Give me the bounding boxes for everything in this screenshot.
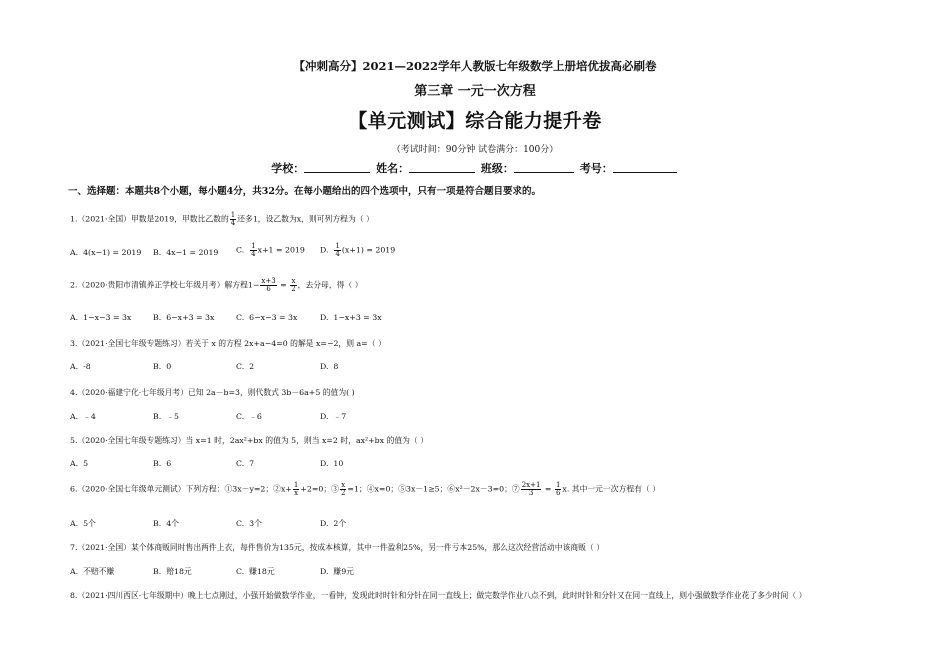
q1-fraction [230,212,236,227]
option-text: 5 [83,459,89,468]
option-text: -8 [83,362,91,371]
question-3: 3.（2021·全国七年级专题练习）若关于 x 的方程 2x+a−4=0 的解是 x=−2，则 a=（ ） [70,339,386,348]
q4-option-d[interactable] [320,411,346,422]
frac-num: 1 [555,481,561,489]
option-text: 2个 [333,519,347,528]
frac-den: 2 [340,489,346,497]
frac-num: 1 [251,242,256,250]
q2-stem-mid: = [277,280,290,290]
exam-info: （考试时间：90分钟 试卷满分：100分） [391,145,559,155]
option-text: 1−x+3 = 3x [333,313,382,322]
frac-num: x [291,277,296,285]
q6-stem-post: x. 其中一元一次方程有（ ） [562,484,661,494]
question-8: 8.（2021·四川西区·七年级期中）晚上七点刚过，小强开始做数学作业，一看钟，发现此时时针和分针在同一直线上；做完数学作业八点不到，此时时针和分针又在同一直线上，则小强做数学作业花了多少时间（ ） [70,591,807,600]
option-label: C. [236,313,245,322]
class-label: 班级： [480,162,514,175]
q1-option-a[interactable] [70,248,141,257]
option-text: 8 [333,362,339,371]
exam-no-label: 考号： [579,162,613,175]
q2-option-d[interactable] [320,313,382,322]
option-label: A. [70,248,79,257]
q7-option-a[interactable] [70,566,114,577]
q4-option-c[interactable] [236,411,262,422]
option-label: C. [236,459,245,468]
question-1 [70,212,374,227]
option-text: 7 [249,459,255,468]
option-text: ﹣6 [249,412,262,421]
q2-stem-pre: 2.（2020·贵阳市清镇养正学校七年级月考）解方程1− [70,280,260,290]
frac-den: 6 [555,489,561,497]
q6-option-a[interactable] [70,518,96,529]
option-text: 赚9元 [333,567,354,576]
frac-num: 1 [293,481,299,489]
option-label: A. [70,313,79,322]
option-label: D. [320,412,329,421]
option-text: 4x−1 = 2019 [166,248,219,257]
q1-option-b[interactable] [153,248,218,257]
q6-stem-pre: 6.（2020·全国七年级单元测试）下列方程：①3x－y=2；②x+ [70,484,292,494]
option-text: ﹣4 [83,412,96,421]
option-text: 0 [166,362,172,371]
q1-frac-num: 1 [230,211,236,219]
q7-option-c[interactable] [236,566,275,577]
option-text: 6−x−3 = 3x [249,313,298,322]
exam-no-blank[interactable] [613,161,677,173]
option-text: (x+1) = 2019 [341,245,396,255]
q5-option-a[interactable] [70,459,88,468]
option-label: C. [236,362,245,371]
frac-den: 4 [335,250,340,258]
q1-frac-den: 4 [230,219,236,227]
frac-den: 3 [528,489,534,497]
question-7: 7.（2021·全国）某个体商贩同时售出两件上衣，每件售价为135元，按成本核算，其中一件盈利25%，另一件亏本25%，那么这次经营活动中该商贩（ ） [70,543,604,552]
school-label: 学校： [271,162,305,175]
q6-fraction-1 [293,482,299,497]
option-label: C. [236,412,245,421]
option-text: ﹣5 [166,412,179,421]
frac-num: 1 [335,242,340,250]
option-label: D. [320,313,329,322]
q6-stem-mid3: = [542,484,554,494]
q5-option-c[interactable] [236,459,254,468]
q6-fraction-2 [340,482,346,497]
option-text: 1−x−3 = 3x [83,313,132,322]
q7-option-d[interactable] [320,566,354,577]
test-title: 【单元测试】综合能力提升卷 [348,110,602,132]
option-text: 5个 [83,519,96,528]
option-text: ﹣7 [333,412,347,421]
q6-fraction-3 [521,482,542,497]
option-label: B. [153,362,162,371]
series-title: 【冲刺高分】2021—2022学年人教版七年级数学上册培优拔高必刷卷 [293,59,657,73]
option-text: 赚18元 [249,567,275,576]
q6-option-c[interactable] [236,518,262,529]
q3-option-c[interactable] [236,362,254,371]
question-2 [70,278,363,293]
q1c-fraction [250,243,256,258]
frac-den: x [294,489,299,497]
q1-option-d[interactable] [320,243,395,258]
question-6 [70,482,660,497]
option-text: 10 [333,459,344,468]
chapter-title: 第三章 一元一次方程 [414,84,536,99]
option-label: D. [320,567,329,576]
option-text: x+1 = 2019 [257,245,305,255]
q4-option-b[interactable] [153,411,179,422]
frac-num: 2x+1 [521,481,541,489]
option-label: D. [320,245,329,255]
name-blank[interactable] [409,161,475,173]
q2-option-b[interactable] [153,313,214,322]
frac-den: 6 [266,285,271,293]
option-label: B. [153,567,162,576]
q6-option-b[interactable] [153,518,179,529]
school-blank[interactable] [304,161,370,173]
class-blank[interactable] [514,161,574,173]
q1-option-c[interactable] [236,243,305,258]
question-4: 4.（2020·福建宁化·七年级月考）已知 2a－b=3，则代数式 3b－6a+5 的值为( ) [70,388,355,397]
q3-option-d[interactable] [320,362,338,371]
option-label: D. [320,519,329,528]
option-text: 2 [249,362,255,371]
option-text: 不赔不赚 [83,567,115,576]
option-label: D. [320,362,329,371]
section-heading: 一、选择题：本题共8个小题，每小题4分，共32分。在每小题给出的四个选项中，只有一项是符合题目要求的。 [68,186,541,197]
option-label: B. [153,313,162,322]
q4-option-a[interactable] [70,411,96,422]
q6-fraction-4 [555,482,561,497]
q2-option-c[interactable] [236,313,297,322]
q6-option-d[interactable] [320,518,346,529]
option-label: C. [236,519,245,528]
option-label: A. [70,459,79,468]
q3-option-a[interactable] [70,362,91,371]
option-text: 赔18元 [166,567,192,576]
q2-stem-post: ，去分母，得（ ） [297,280,363,290]
q1-stem-pre: 1.（2021·全国）甲数是2019，甲数比乙数的 [70,214,229,224]
frac-num: x+3 [261,277,276,285]
option-text: 4个 [166,519,179,528]
option-label: A. [70,362,79,371]
frac-den: 2 [291,285,296,293]
option-label: B. [153,248,162,257]
option-label: A. [70,412,79,421]
option-text: 3个 [249,519,262,528]
option-label: B. [153,459,162,468]
q2-fraction-2 [290,278,296,293]
option-label: A. [70,567,79,576]
question-5: 5.（2020·全国七年级专题练习）当 x=1 时，2ax²+bx 的值为 5，则当 x=2 时，ax²+bx 的值为（ ） [70,436,428,445]
q2-fraction-1 [260,278,276,293]
q6-stem-mid: +2=0；③ [300,484,339,494]
q1d-fraction [334,243,340,258]
q5-option-d[interactable] [320,459,343,468]
option-label: A. [70,519,79,528]
student-info-fields [0,160,950,176]
frac-den: 4 [251,250,256,258]
option-label: C. [236,245,245,255]
option-text: 6 [166,459,172,468]
option-text: 4(x−1) = 2019 [83,248,142,257]
option-label: D. [320,459,329,468]
q3-option-b[interactable] [153,362,171,371]
option-label: B. [153,519,162,528]
option-label: C. [236,567,245,576]
q5-option-b[interactable] [153,459,171,468]
name-label: 姓名： [376,162,410,175]
q7-option-b[interactable] [153,566,192,577]
q6-stem-mid2: =1；④x=0；⑤3x－1≥5；⑥x²－2x－3=0；⑦ [347,484,520,494]
option-label: B. [153,412,162,421]
option-text: 6−x+3 = 3x [166,313,215,322]
q2-option-a[interactable] [70,313,131,322]
frac-num: x [341,481,346,489]
q1-stem-post: 还多1，设乙数为x，则可列方程为（ ） [237,214,374,224]
